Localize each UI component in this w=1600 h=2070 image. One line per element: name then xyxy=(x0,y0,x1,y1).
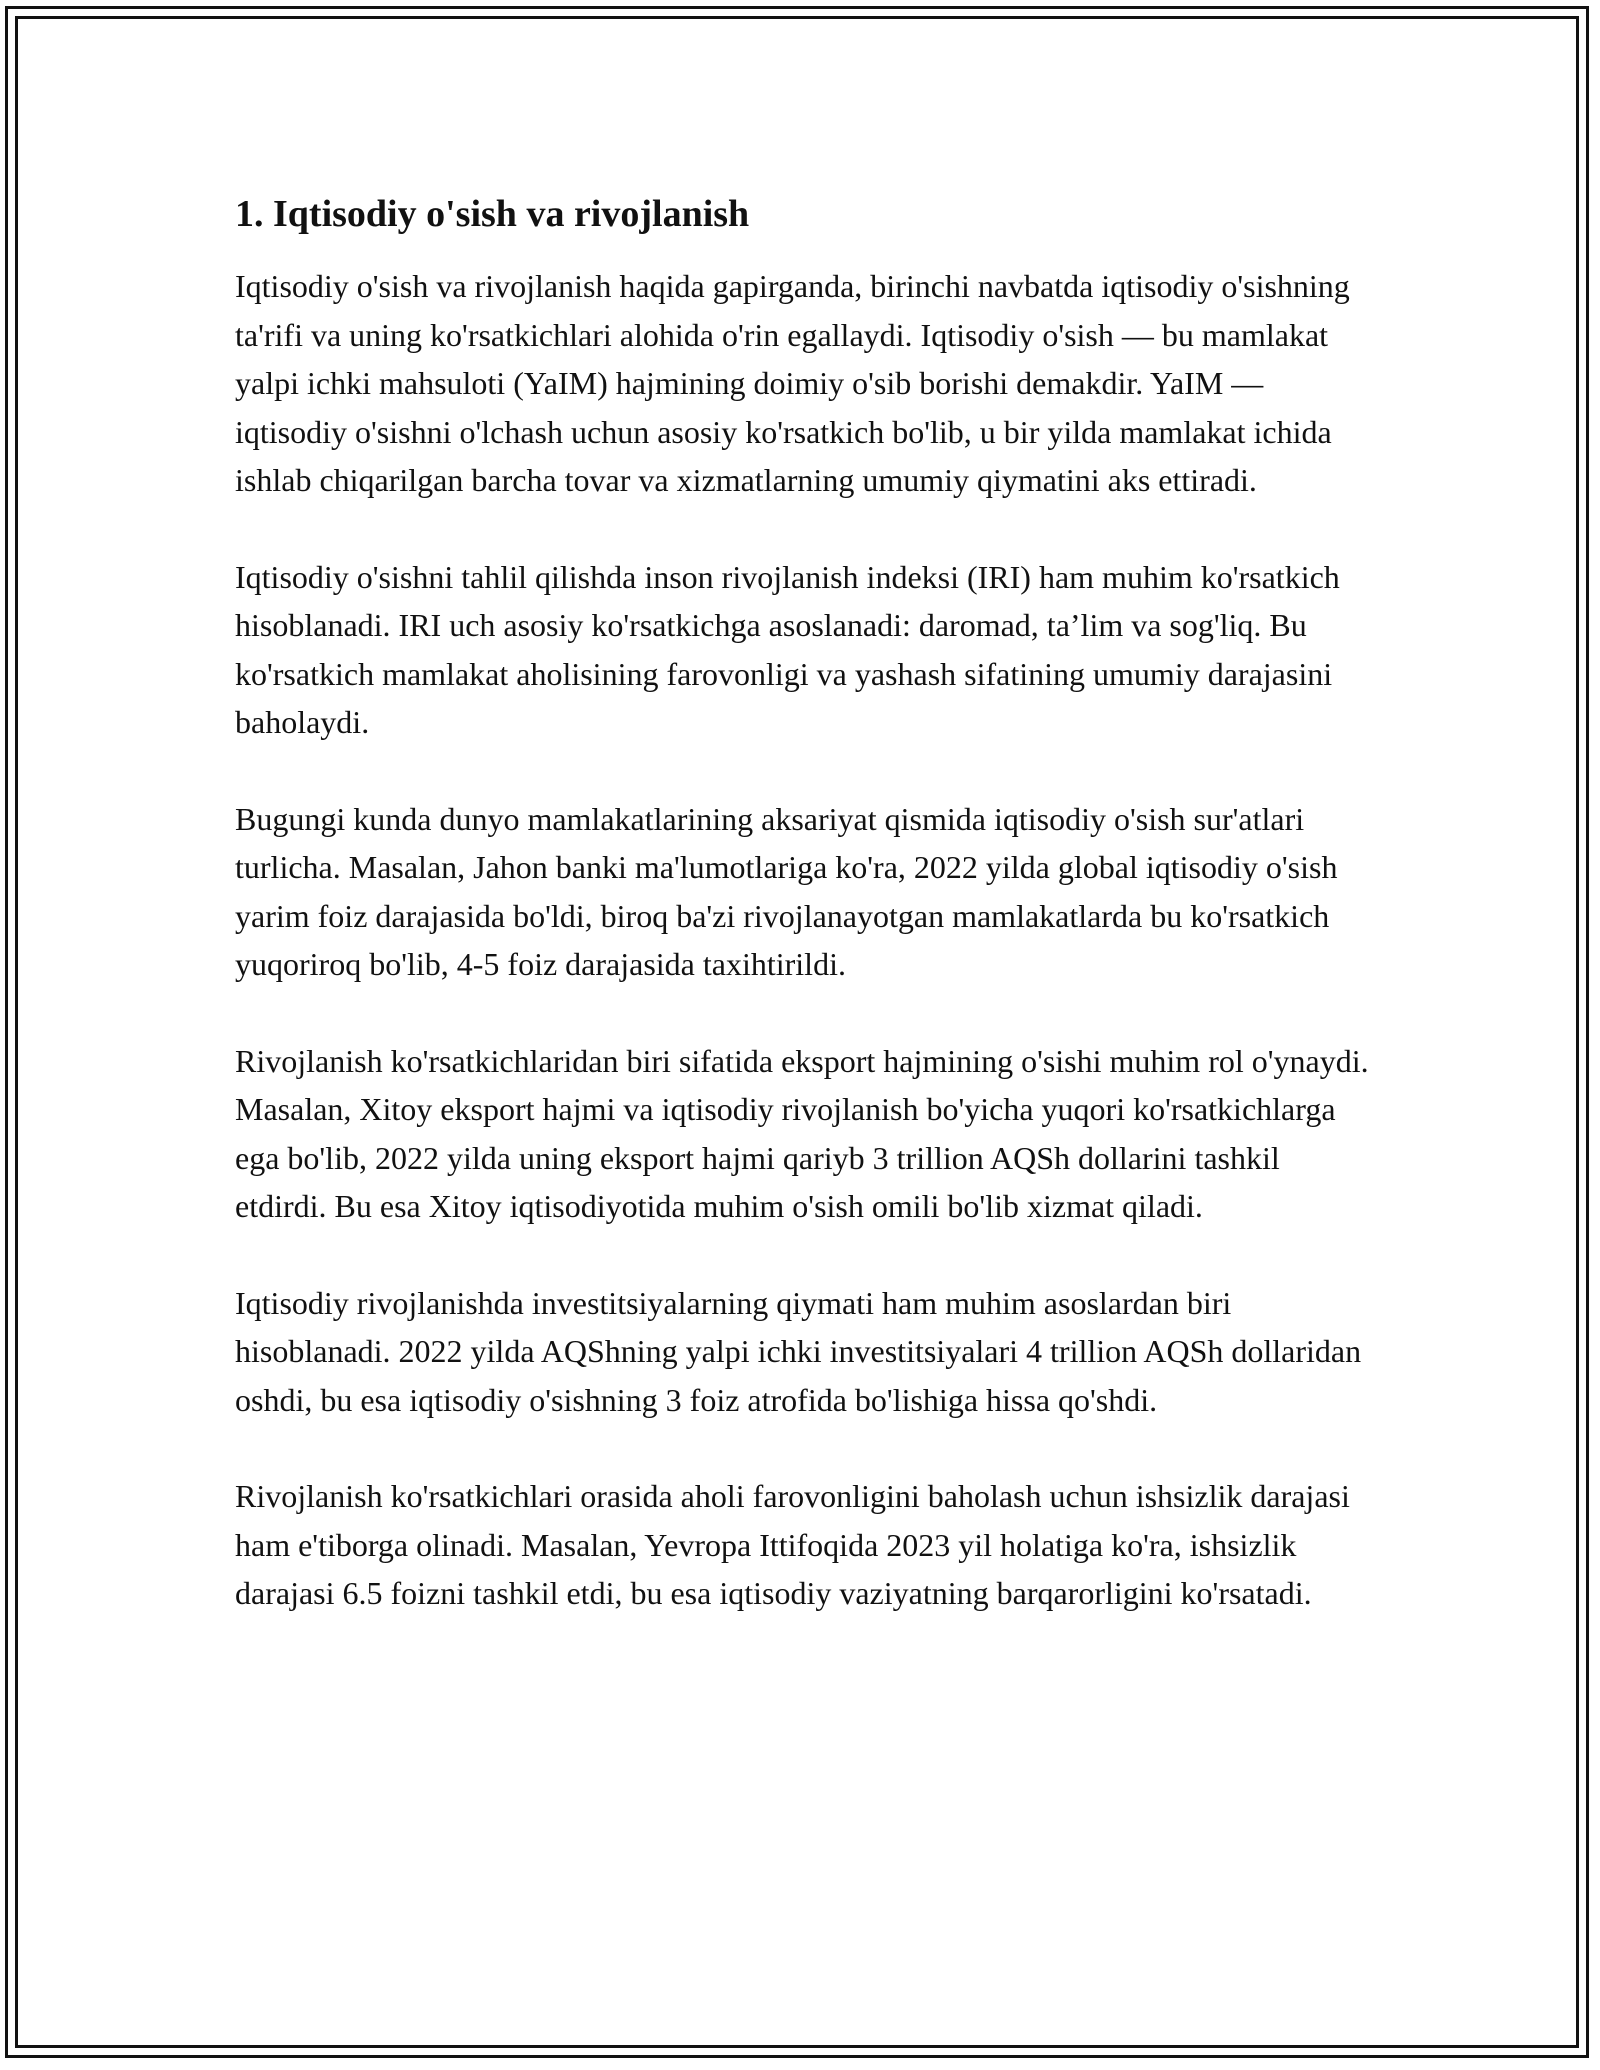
section-heading: 1. Iqtisodiy o'sish va rivojlanish xyxy=(235,193,750,235)
paragraph-6: Rivojlanish ko'rsatkichlari orasida aholi farovonligini baholash uchun ishsizlik darajasi ham e'tiborga olinadi. Masalan, Yevropa Ittifoqida 2023 yil holatiga ko'ra, ishsizlik darajasi 6.5 foizni tashkil etdi, bu esa iqtisodiy vaziyatning barqarorligini ko'rsatadi. xyxy=(235,1478,1350,1611)
paragraph-1: Iqtisodiy o'sish va rivojlanish haqida gapirganda, birinchi navbatda iqtisodiy o'sishning ta'rifi va uning ko'rsatkichlari alohida o'rin egallaydi. Iqtisodiy o'sish — bu mamlakat yalpi ichki mahsuloti (YaIM) hajmining doimiy o'sib borishi demakdir. YaIM — iqtisodiy o'sishni o'lchash uchun asosiy ko'rsatkich bo'lib, u bir yilda mamlakat ichida ishlab chiqarilgan barcha tovar va xizmatlarning umumiy qiymatini aks ettiradi. xyxy=(235,268,1350,498)
document-body xyxy=(235,188,1375,1666)
paragraph-2: Iqtisodiy o'sishni tahlil qilishda inson rivojlanish indeksi (IRI) ham muhim ko'rsatkich hisoblanadi. IRI uch asosiy ko'rsatkichga asoslanadi: daromad, ta’lim va sog'liq. Bu ko'rsatkich mamlakat aholisining farovonligi va yashash sifatining umumiy darajasini baholaydi. xyxy=(235,558,1340,740)
paragraph-5: Iqtisodiy rivojlanishda investitsiyalarning qiymati ham muhim asoslardan biri hisoblanadi. 2022 yilda AQShning yalpi ichki investitsiyalari 4 trillion AQSh dollaridan oshdi, bu esa iqtisodiy o'sishning 3 foiz atrofida bo'lishiga hissa qo'shdi. xyxy=(235,1284,1362,1418)
paragraph-3: Bugungi kunda dunyo mamlakatlarining aksariyat qismida iqtisodiy o'sish sur'atlari turlicha. Masalan, Jahon banki ma'lumotlariga ko'ra, 2022 yilda global iqtisodiy o'sish yarim foiz darajasida bo'ldi, biroq ba'zi rivojlanayotgan mamlakatlarda bu ko'rsatkich yuqoriroq bo'lib, 4-5 foiz darajasida taxihtirildi. xyxy=(235,800,1338,982)
paragraph-4: Rivojlanish ko'rsatkichlaridan biri sifatida eksport hajmining o'sishi muhim rol o'ynaydi. Masalan, Xitoy eksport hajmi va iqtisodiy rivojlanish bo'yicha yuqori ko'rsatkichlarga ega bo'lib, 2022 yilda uning eksport hajmi qariyb 3 trillion AQSh dollarini tashkil etdirdi. Bu esa Xitoy iqtisodiyotida muhim o'sish omili bo'lib xizmat qiladi. xyxy=(235,1042,1369,1224)
